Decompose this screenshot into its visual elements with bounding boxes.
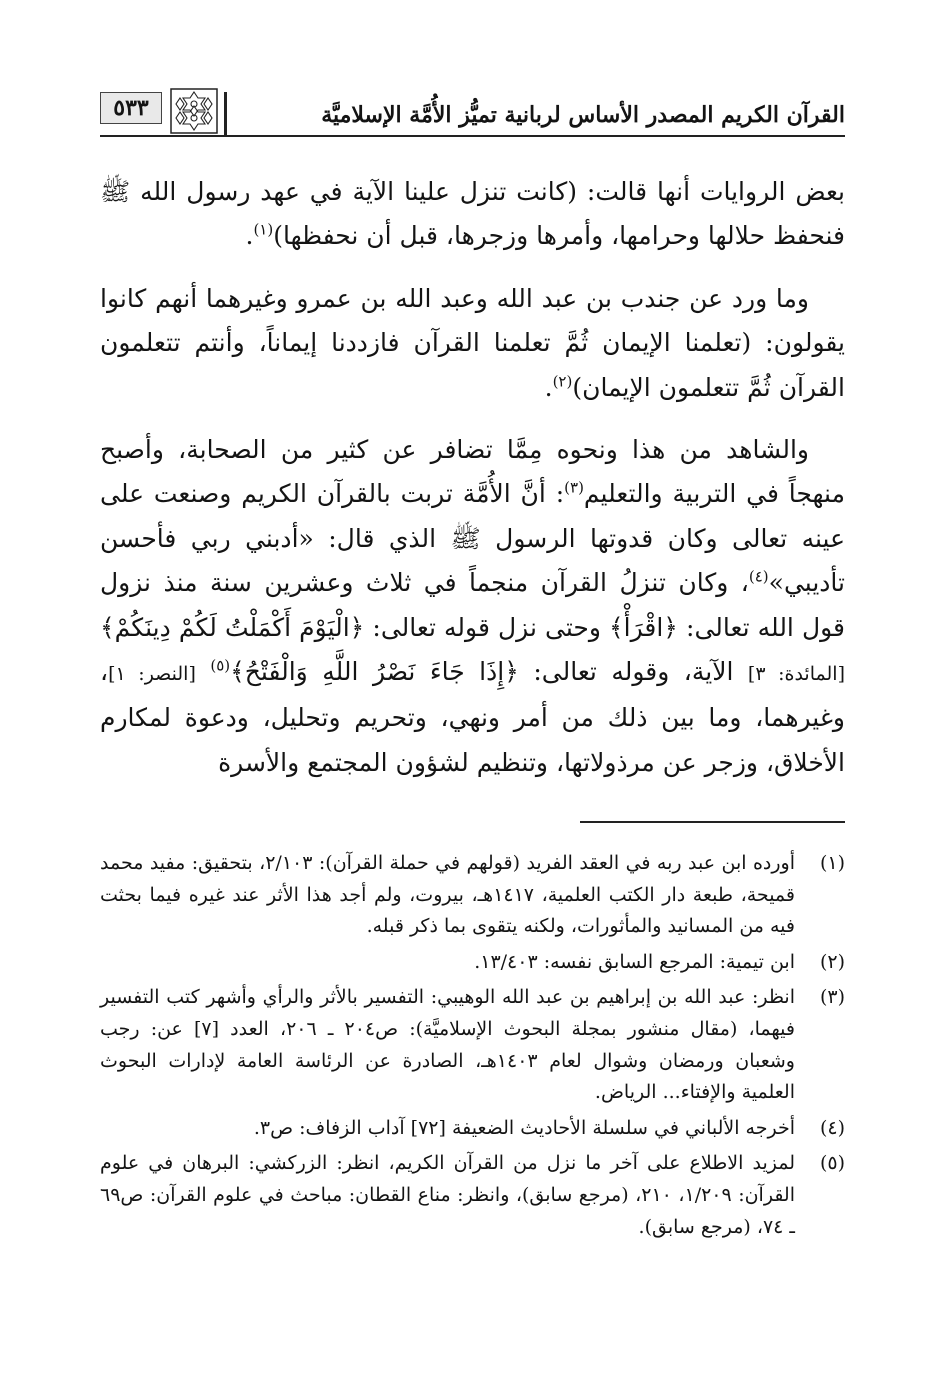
footnote-2: (٢) ابن تيمية: المرجع السابق نفسه: ١٣/٤٠٣. bbox=[474, 950, 845, 973]
page-number: ٥٣٣ bbox=[100, 92, 162, 124]
footnote-separator bbox=[580, 821, 845, 823]
quran-citation: [النصر: ١] bbox=[108, 663, 196, 686]
footnote-ref-2[interactable]: (٢) bbox=[552, 372, 573, 391]
footnote-3: (٣) انظر: عبد الله بن إبراهيم بن عبد الله الوهيبي: التفسير بالأثر والرأي وأشهر كتب التفسير فيهما، (مقال منشور بمجلة البحوث الإسلاميَّة): ص٢٠٤ ـ ٢٠٦، العدد [٧] عن: رجب وشعبان ورمضان وشوال لعام ١٤٠٣هـ، الصادرة عن الرئاسة العامة لإدارات البحوث العلمية والإفتاء... الرياض. bbox=[100, 986, 845, 1104]
page-header bbox=[100, 80, 845, 140]
paragraph-3: والشاهد من هذا ونحوه مِمَّا تضافر عن كثير من الصحابة، وأصبح منهجاً في التربية والتعليم$^{(٣)}$: أنَّ الأُمَّة تربت بالقرآن الكريم وصنعت على عينه تعالى وكان قدوتها الرسول ﷺ الذي قال: «أدبني ربي فأحسن تأديبي»$^{(٤)}$، وكان تنزلُ القرآن منجماً في ثلاث وعشرين سنة منذ نزول قول الله تعالى: ﴿اقْرَأْ﴾ وحتى نزل قوله تعالى: ﴿الْيَوْمَ أَكْمَلْتُ لَكُمْ دِينَكُمْ﴾ [المائدة: ٣] الآية، وقوله تعالى: ﴿إِذَا جَاءَ نَصْرُ اللَّهِ وَالْفَتْحُ﴾$^{(٥)}$ [النصر: ١]، وغيرهما، وما بين ذلك من أمر ونهي، وتحريم وتحليل، ودعوة لمكارم الأخلاق، وزجر عن مرذولاتها، وتنظيم لشؤون المجتمع والأسرة bbox=[100, 435, 845, 777]
header-divider bbox=[224, 92, 227, 136]
footnote-ref-4[interactable]: (٤) bbox=[748, 567, 769, 586]
footnote-1: (١) أورده ابن عبد ربه في العقد الفريد (قولهم في حملة القرآن): ٢/١٠٣، بتحقيق: مفيد محمد قميحة، طبعة دار الكتب العلمية، ١٤١٧هـ، بيروت، ولم أجد هذا الأثر عند غيره فيما بحثت فيه من المسانيد والمأثورات، ولكنه يتقوى بما ذكر قبله. bbox=[100, 852, 845, 938]
footnote-ref-5[interactable]: (٥) bbox=[210, 656, 231, 675]
quran-citation: [المائدة: ٣] bbox=[747, 663, 845, 686]
main-text bbox=[100, 170, 845, 785]
footnote-ref-1[interactable]: (١) bbox=[253, 221, 274, 240]
footnote-ref-3[interactable]: (٣) bbox=[564, 479, 584, 498]
header-rule bbox=[100, 135, 845, 137]
footnote-4: (٤) أخرجه الألباني في سلسلة الأحاديث الضعيفة [٧٢] آداب الزفاف: ص٣. bbox=[253, 1116, 845, 1139]
paragraph-2: وما ورد عن جندب بن عبد الله وعبد الله بن عمرو وغيرهما أنهم كانوا يقولون: (تعلمنا الإيمان ثُمَّ تعلمنا القرآن فازددنا إيماناً، وأنتم تتعلمون القرآن ثُمَّ تتعلمون الإيمان)$^{(٢)}$. bbox=[100, 283, 845, 402]
footnotes bbox=[100, 848, 845, 1247]
geometric-ornament-icon bbox=[170, 88, 218, 134]
footnote-5: (٥) لمزيد الاطلاع على آخر ما نزل من القرآن الكريم، انظر: الزركشي: البرهان في علوم القرآن: ١/٢٠٩، ٢١٠، (مرجع سابق)، وانظر: مناع القطان: مباحث في علوم القرآن: ص٦٩ ـ ٧٤، (مرجع سابق). bbox=[100, 1152, 845, 1238]
running-title: القرآن الكريم المصدر الأساس لربانية تميُّز الأُمَّة الإسلاميَّة bbox=[321, 102, 845, 128]
paragraph-1: بعض الروايات أنها قالت: (كانت تنزل علينا الآية في عهد رسول الله ﷺ فنحفظ حلالها وحرامها، وأمرها وزجرها، قبل أن نحفظها)$^{(١)}$. bbox=[100, 177, 845, 251]
